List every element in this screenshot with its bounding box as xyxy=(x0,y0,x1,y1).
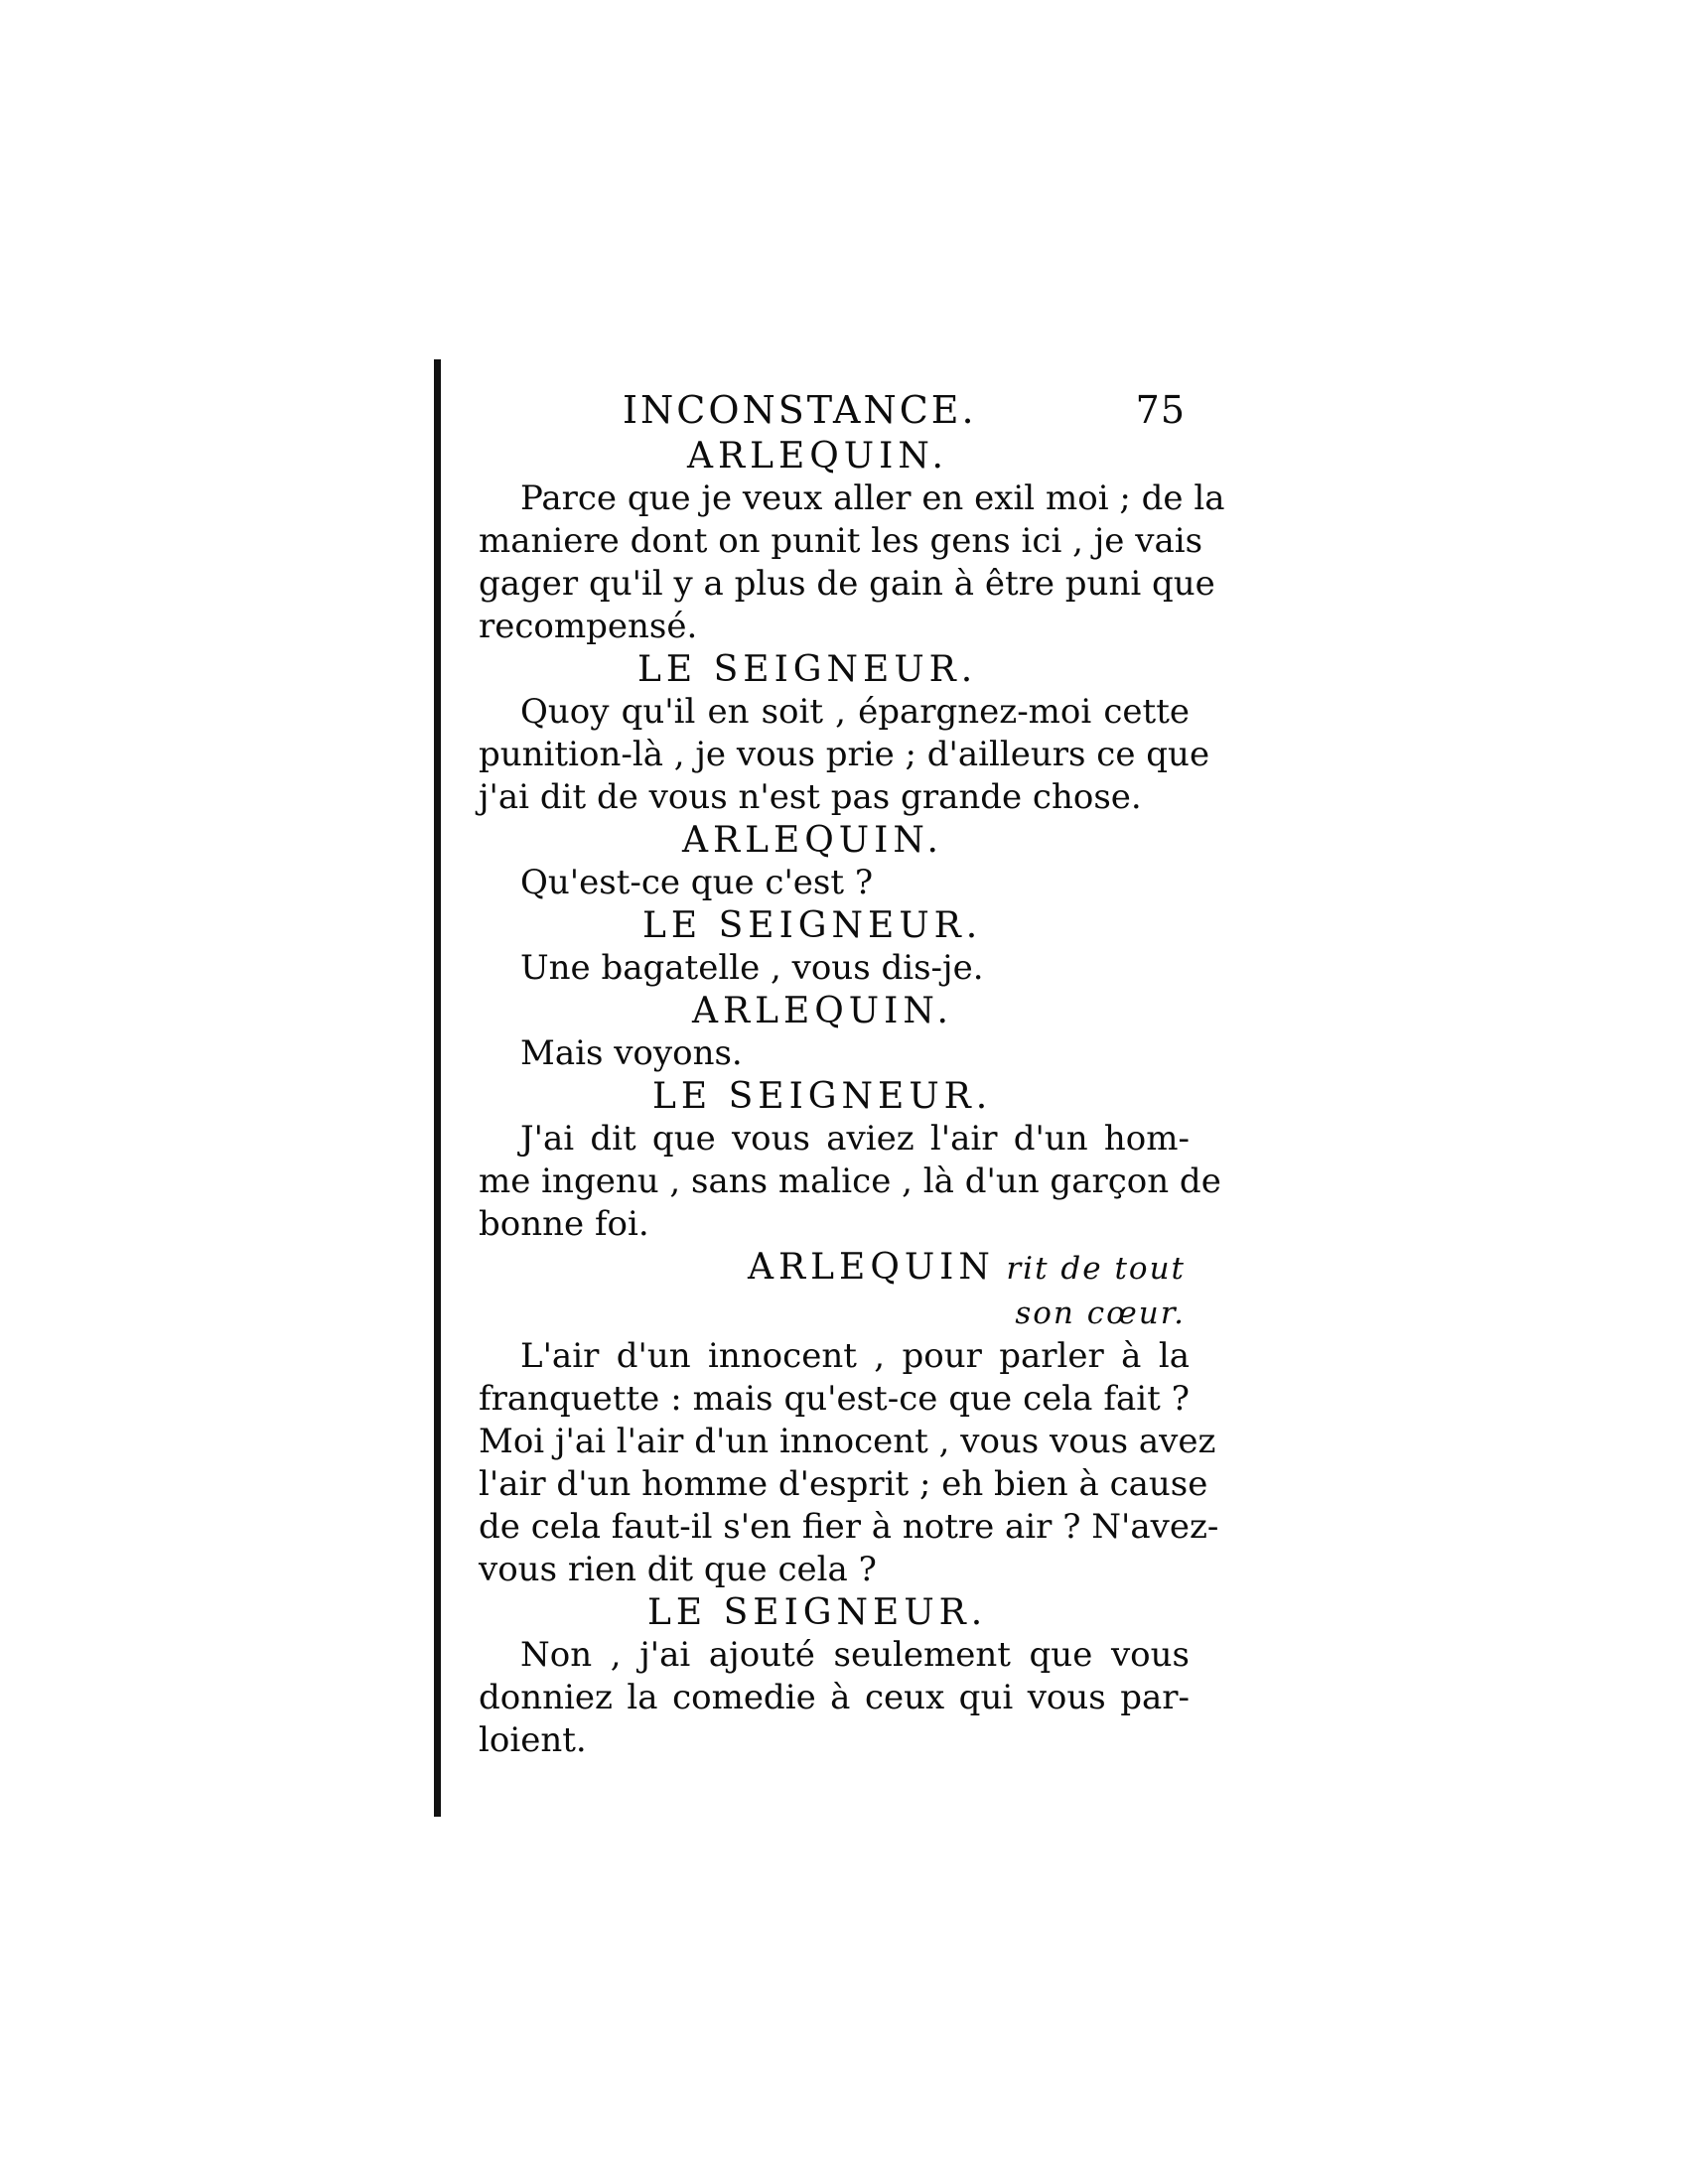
text-line: gager qu'il y a plus de gain à être puni que xyxy=(479,564,1215,604)
speech-paragraph xyxy=(479,691,1210,819)
speaker-heading: LE SEIGNEUR. xyxy=(642,905,983,946)
text-line: J'ai dit que vous aviez l'air d'un hom- xyxy=(520,1119,1190,1159)
text-line: Parce que je veux aller en exil moi ; de la xyxy=(520,478,1225,518)
speaker-heading-with-direction xyxy=(479,1246,1190,1335)
speech-paragraph xyxy=(479,862,1190,904)
text-line: de cela faut-il s'en fier à notre air ? N'avez- xyxy=(479,1507,1219,1547)
text-line: Qu'est-ce que c'est ? xyxy=(520,863,874,902)
text-line: maniere dont on punit les gens ici , je vais xyxy=(479,521,1203,561)
speech-paragraph xyxy=(479,947,1190,990)
page-number: 75 xyxy=(1135,388,1186,432)
text-line: Une bagatelle , vous dis-je. xyxy=(520,948,984,988)
text-line: Mais voyons. xyxy=(520,1033,743,1073)
stage-direction: rit de tout xyxy=(1006,1251,1186,1287)
speaker-heading: LE SEIGNEUR. xyxy=(647,1592,988,1633)
speaker-heading: LE SEIGNEUR. xyxy=(637,649,978,690)
text-line: recompensé. xyxy=(479,607,698,646)
text-block xyxy=(479,385,1225,1762)
text-line: Moi j'ai l'air d'un innocent , vous vous avez xyxy=(479,1422,1216,1461)
text-line: vous rien dit que cela ? xyxy=(479,1550,877,1589)
speaker-name: ARLEQUIN xyxy=(748,1247,995,1288)
text-line: Quoy qu'il en soit , épargnez-moi cette xyxy=(520,692,1190,732)
running-head xyxy=(479,385,1190,435)
speaker-heading: ARLEQUIN. xyxy=(682,820,944,861)
text-line: j'ai dit de vous n'est pas grande chose. xyxy=(479,777,1142,817)
speech-paragraph xyxy=(479,1118,1221,1246)
text-line: franquette : mais qu'est-ce que cela fait ? xyxy=(479,1379,1190,1419)
running-title: INCONSTANCE. xyxy=(623,388,977,432)
speaker-heading: LE SEIGNEUR. xyxy=(652,1076,993,1117)
speech-paragraph xyxy=(479,478,1225,648)
stage-direction: son cœur. xyxy=(1015,1296,1186,1331)
page-gutter-edge xyxy=(434,359,441,1817)
speaker-heading: ARLEQUIN. xyxy=(687,436,949,477)
text-line: loient. xyxy=(479,1720,587,1760)
speech-paragraph xyxy=(479,1335,1219,1591)
text-line: Non , j'ai ajouté seulement que vous xyxy=(520,1635,1190,1675)
text-line: donniez la comedie à ceux qui vous par- xyxy=(479,1678,1190,1717)
speech-paragraph xyxy=(479,1032,1190,1075)
text-line: l'air d'un homme d'esprit ; eh bien à cause xyxy=(479,1464,1208,1504)
speech-paragraph xyxy=(479,1634,1190,1762)
text-line: punition-là , je vous prie ; d'ailleurs ce que xyxy=(479,735,1210,774)
text-line: bonne foi. xyxy=(479,1204,649,1244)
text-line: me ingenu , sans malice , là d'un garçon de xyxy=(479,1161,1221,1201)
speaker-heading: ARLEQUIN. xyxy=(692,991,954,1031)
text-line: L'air d'un innocent , pour parler à la xyxy=(520,1336,1190,1376)
